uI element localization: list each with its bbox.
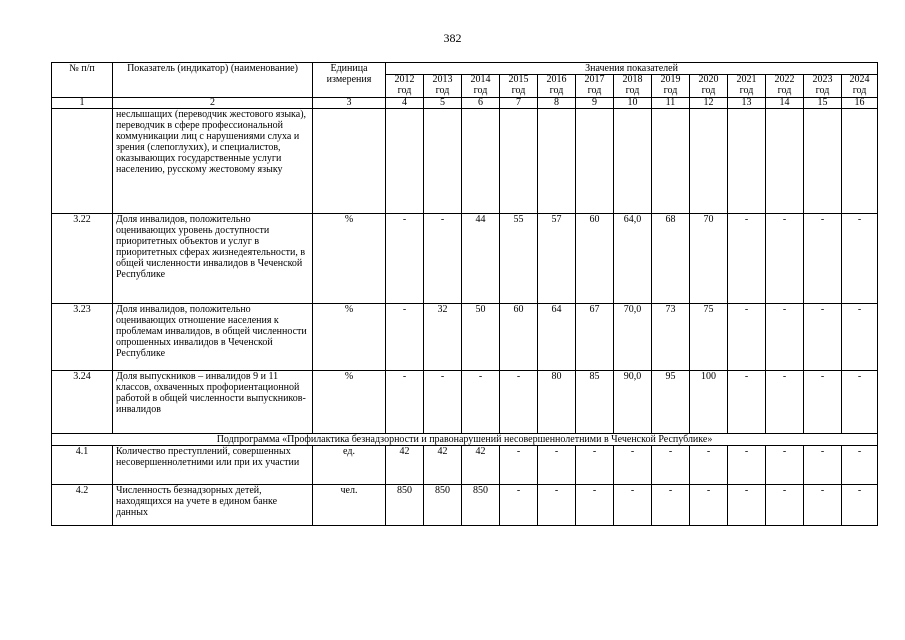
header-year-suffix: год	[663, 84, 678, 96]
row-value	[652, 109, 690, 214]
row-value: -	[728, 485, 766, 526]
row-indicator: Численность безнадзорных детей, находящихся на учете в едином банке данных	[113, 485, 313, 526]
row-value: -	[804, 371, 842, 434]
row-value	[576, 109, 614, 214]
row-value: 90,0	[614, 371, 652, 434]
row-value: -	[690, 485, 728, 526]
header-year-value: 2013	[432, 74, 453, 85]
row-value	[538, 109, 576, 214]
row-unit	[313, 109, 386, 214]
header-year-value: 2024	[849, 74, 870, 85]
row-value	[424, 109, 462, 214]
row-value: -	[842, 371, 878, 434]
row-value: -	[576, 485, 614, 526]
header-year-value: 2020	[698, 74, 719, 85]
row-value: 95	[652, 371, 690, 434]
row-value: -	[652, 485, 690, 526]
column-number: 3	[313, 98, 386, 109]
row-value	[804, 109, 842, 214]
header-year-value: 2021	[736, 74, 757, 85]
header-year	[766, 75, 804, 98]
header-unit: Единица измерения	[313, 63, 386, 98]
row-value: -	[500, 485, 538, 526]
row-value: -	[462, 371, 500, 434]
header-num: № п/п	[52, 63, 113, 98]
header-year-value: 2016	[546, 74, 567, 85]
header-year-suffix: год	[815, 84, 830, 96]
header-year	[538, 75, 576, 98]
column-number: 5	[424, 98, 462, 109]
header-year-value: 2015	[508, 74, 529, 85]
row-value: -	[842, 214, 878, 304]
row-indicator: Количество преступлений, совершенных несовершеннолетними или при их участии	[113, 446, 313, 485]
header-year	[728, 75, 766, 98]
row-value: -	[424, 214, 462, 304]
row-value: -	[538, 485, 576, 526]
row-value: 70	[690, 214, 728, 304]
column-number: 1	[52, 98, 113, 109]
subprogram-row	[52, 434, 878, 446]
row-value: 850	[424, 485, 462, 526]
column-number: 8	[538, 98, 576, 109]
row-value	[842, 109, 878, 214]
indicators-table	[51, 62, 878, 526]
row-value: 42	[462, 446, 500, 485]
row-value: -	[728, 214, 766, 304]
row-value: -	[804, 446, 842, 485]
row-value: 44	[462, 214, 500, 304]
row-value: -	[424, 371, 462, 434]
row-value: -	[538, 446, 576, 485]
header-values: Значения показателей	[386, 63, 878, 75]
column-number: 10	[614, 98, 652, 109]
header-year	[842, 75, 878, 98]
row-unit: %	[313, 304, 386, 371]
header-year-value: 2022	[774, 74, 795, 85]
header-year	[386, 75, 424, 98]
header-year	[614, 75, 652, 98]
row-value: -	[690, 446, 728, 485]
row-value: 60	[500, 304, 538, 371]
row-number: 4.1	[52, 446, 113, 485]
row-number: 3.24	[52, 371, 113, 434]
header-year-value: 2023	[812, 74, 833, 85]
column-number: 7	[500, 98, 538, 109]
header-year-suffix: год	[549, 84, 564, 96]
header-year-suffix: год	[435, 84, 450, 96]
subprogram-title: Подпрограмма «Профилактика безнадзорности и правонарушений несовершеннолетними в Чеченской Республике»	[52, 434, 878, 446]
column-number: 6	[462, 98, 500, 109]
row-value: 50	[462, 304, 500, 371]
header-year-suffix: год	[473, 84, 488, 96]
row-value: 68	[652, 214, 690, 304]
row-indicator: неслышащих (переводчик жестового языка), переводчик в сфере профессиональной коммуникации лиц с нарушениями слуха и зрения (слепоглухих), и специалистов, оказывающих государственные услуги населению, русскому жестовому языку	[113, 109, 313, 214]
row-value: -	[842, 304, 878, 371]
row-value: 73	[652, 304, 690, 371]
row-value: -	[728, 304, 766, 371]
row-number: 4.2	[52, 485, 113, 526]
row-value: 100	[690, 371, 728, 434]
row-unit: чел.	[313, 485, 386, 526]
table-row	[52, 446, 878, 485]
row-value: -	[386, 214, 424, 304]
header-year-suffix: год	[777, 84, 792, 96]
row-value: -	[614, 485, 652, 526]
row-indicator: Доля инвалидов, положительно оценивающих уровень доступности приоритетных объектов и услуг в приоритетных сферах жизнедеятельности, в общей численности инвалидов в Чеченской Республике	[113, 214, 313, 304]
row-value: 55	[500, 214, 538, 304]
row-number: 3.23	[52, 304, 113, 371]
header-year	[576, 75, 614, 98]
row-value: -	[842, 485, 878, 526]
row-value: -	[576, 446, 614, 485]
header-year-suffix: год	[511, 84, 526, 96]
row-value: -	[804, 485, 842, 526]
header-year-suffix: год	[587, 84, 602, 96]
row-value: -	[728, 446, 766, 485]
row-unit: %	[313, 214, 386, 304]
row-unit: ед.	[313, 446, 386, 485]
row-number: 3.22	[52, 214, 113, 304]
row-value: 60	[576, 214, 614, 304]
column-number: 2	[113, 98, 313, 109]
row-value: 57	[538, 214, 576, 304]
row-value: 850	[386, 485, 424, 526]
row-value	[462, 109, 500, 214]
column-number: 4	[386, 98, 424, 109]
row-unit: %	[313, 371, 386, 434]
page-number: 382	[443, 31, 462, 45]
column-number: 14	[766, 98, 804, 109]
row-value	[614, 109, 652, 214]
row-value: -	[652, 446, 690, 485]
row-value: 850	[462, 485, 500, 526]
header-year	[804, 75, 842, 98]
row-value: -	[766, 446, 804, 485]
row-value: -	[386, 371, 424, 434]
row-value: 32	[424, 304, 462, 371]
header-year-suffix: год	[739, 84, 754, 96]
header-indicator: Показатель (индикатор) (наименование)	[113, 63, 313, 98]
header-year	[690, 75, 728, 98]
header-year	[462, 75, 500, 98]
row-indicator: Доля инвалидов, положительно оценивающих отношение населения к проблемам инвалидов, в общей численности опрошенных инвалидов в Чеченской Республике	[113, 304, 313, 371]
row-value	[690, 109, 728, 214]
column-number: 12	[690, 98, 728, 109]
row-value: 75	[690, 304, 728, 371]
table-row	[52, 214, 878, 304]
row-value: -	[766, 485, 804, 526]
header-year	[500, 75, 538, 98]
column-number: 16	[842, 98, 878, 109]
column-number: 13	[728, 98, 766, 109]
row-value: 42	[424, 446, 462, 485]
row-value: -	[766, 371, 804, 434]
row-value: -	[766, 304, 804, 371]
column-number: 11	[652, 98, 690, 109]
column-number: 15	[804, 98, 842, 109]
header-year-value: 2014	[470, 74, 491, 85]
row-indicator: Доля выпускников – инвалидов 9 и 11 классов, охваченных профориентационной работой в общей численности выпускников-инвалидов	[113, 371, 313, 434]
row-value: -	[500, 371, 538, 434]
header-year-value: 2018	[622, 74, 643, 85]
header-year	[652, 75, 690, 98]
row-number	[52, 109, 113, 214]
row-value: -	[386, 304, 424, 371]
column-number: 9	[576, 98, 614, 109]
row-value: 80	[538, 371, 576, 434]
row-value: -	[766, 214, 804, 304]
header-year-value: 2019	[660, 74, 681, 85]
row-value: 70,0	[614, 304, 652, 371]
row-value: -	[804, 304, 842, 371]
table-row	[52, 109, 878, 214]
header-year-suffix: год	[701, 84, 716, 96]
table-row	[52, 304, 878, 371]
row-value: 85	[576, 371, 614, 434]
row-value: 64,0	[614, 214, 652, 304]
header-year-value: 2017	[584, 74, 605, 85]
row-value: -	[804, 214, 842, 304]
row-value: 64	[538, 304, 576, 371]
row-value	[728, 109, 766, 214]
table-row	[52, 485, 878, 526]
row-value: 42	[386, 446, 424, 485]
table-row	[52, 371, 878, 434]
row-value: 67	[576, 304, 614, 371]
row-value: -	[500, 446, 538, 485]
header-year-suffix: год	[397, 84, 412, 96]
row-value	[766, 109, 804, 214]
header-year-value: 2012	[394, 74, 415, 85]
row-value: -	[842, 446, 878, 485]
header-year-suffix: год	[625, 84, 640, 96]
row-value	[386, 109, 424, 214]
row-value	[500, 109, 538, 214]
header-year	[424, 75, 462, 98]
row-value: -	[728, 371, 766, 434]
row-value: -	[614, 446, 652, 485]
header-year-suffix: год	[852, 84, 867, 96]
